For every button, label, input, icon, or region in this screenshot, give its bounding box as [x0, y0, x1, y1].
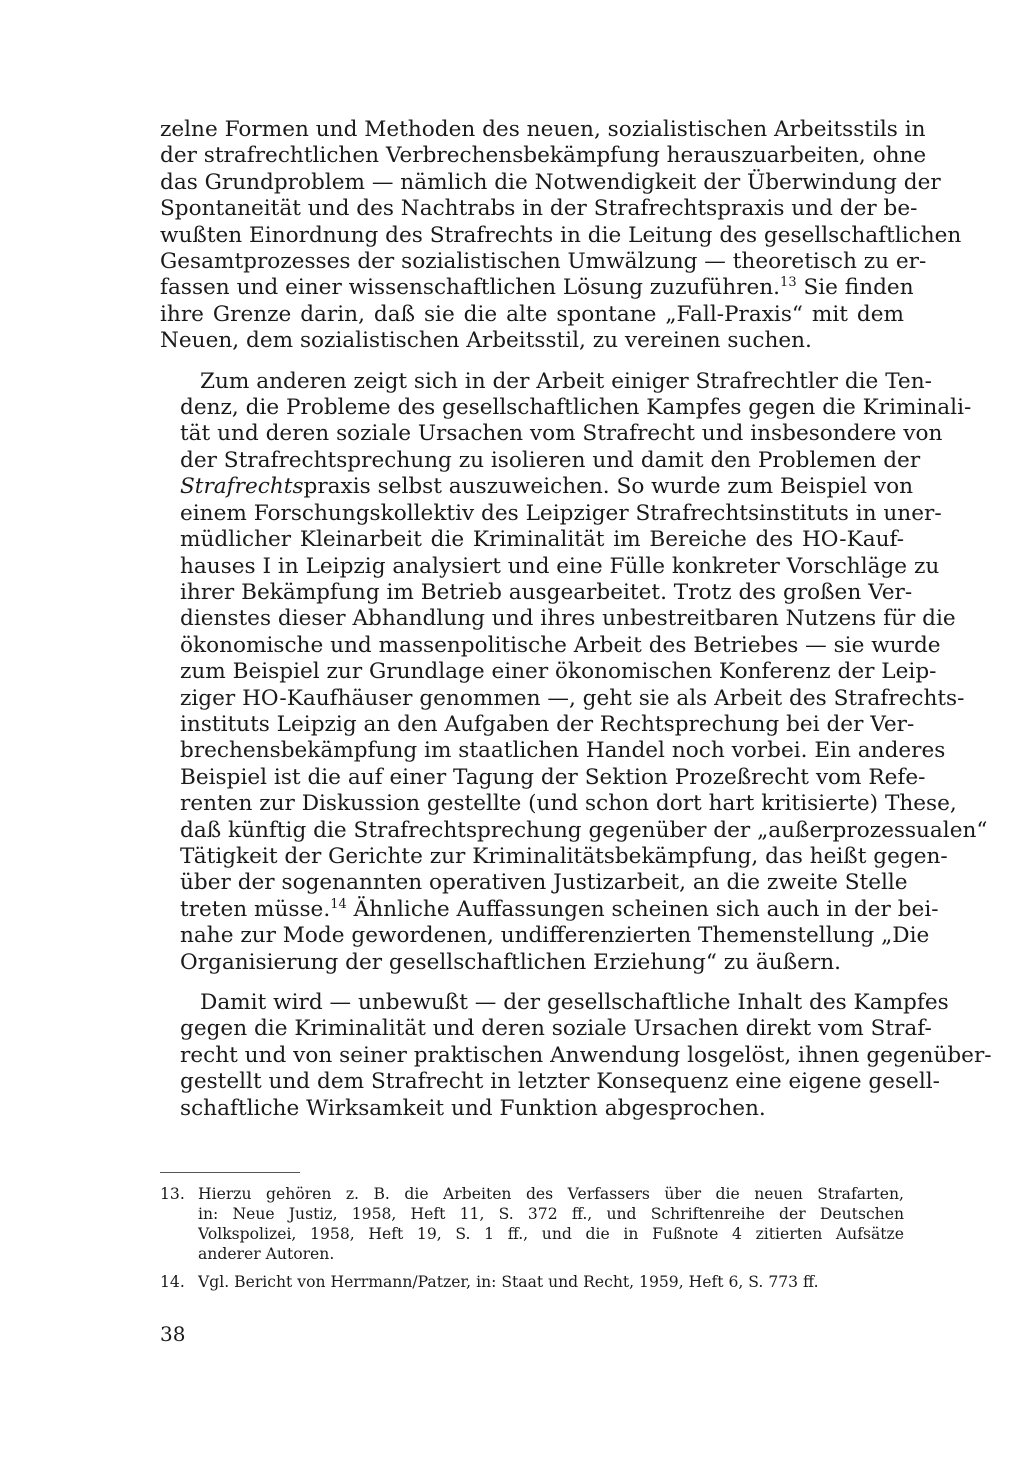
text-line: Neuen, dem sozialistischen Arbeitsstil, zu vereinen suchen.: [160, 328, 812, 354]
text-line: über der sogenannten operativen Justizarbeit, an die zweite Stelle: [180, 870, 908, 896]
footnote-ref-13[interactable]: 13: [780, 275, 797, 291]
text-segment: Sie finden: [796, 275, 914, 301]
paragraph-3: [160, 990, 992, 1122]
text-line: der strafrechtlichen Verbrechensbekämpfung herauszuarbeiten, ohne: [160, 143, 927, 169]
text-line: zum Beispiel zur Grundlage einer ökonomischen Konferenz der Leip-: [180, 659, 937, 685]
paragraph-1: [160, 117, 962, 355]
text-segment: Ähnliche Auffassungen scheinen sich auch in der bei-: [346, 896, 939, 922]
text-line: Organisierung der gesellschaftlichen Erziehung“ zu äußern.: [180, 949, 842, 975]
text-line: gestellt und dem Strafrecht in letzter Konsequenz eine eigene gesell-: [180, 1069, 940, 1095]
text-line: tät und deren soziale Ursachen vom Strafrecht und insbesondere von: [180, 421, 943, 447]
text-line: schaftliche Wirksamkeit und Funktion abgesprochen.: [180, 1095, 766, 1121]
text-line: ihrer Bekämpfung im Betrieb ausgearbeitet. Trotz des großen Ver-: [180, 579, 913, 605]
text-line: ziger HO-Kaufhäuser genommen —, geht sie als Arbeit des Strafrechts-: [180, 685, 965, 711]
text-line: müdlicher Kleinarbeit die Kriminalität im Bereiche des HO-Kauf-: [180, 527, 904, 553]
text-line: renten zur Diskussion gestellte (und schon dort hart kritisierte) These,: [180, 791, 957, 817]
text-line: Spontaneität und des Nachtrabs in der Strafrechtspraxis und der be-: [160, 196, 918, 222]
text-line: hauses I in Leipzig analysiert und eine Fülle konkreter Vorschläge zu: [180, 553, 940, 579]
text-line: denz, die Probleme des gesellschaftlichen Kampfes gegen die Kriminali-: [180, 395, 972, 421]
text-line: ökonomische und massenpolitische Arbeit des Betriebes — sie wurde: [180, 632, 941, 658]
footnote-divider: [160, 1172, 300, 1173]
body-text: [160, 117, 992, 1136]
text-line: ihre Grenze darin, daß sie die alte spontane „Fall-Praxis“ mit dem: [160, 301, 904, 327]
text-line: der Strafrechtsprechung zu isolieren und damit den Problemen der: [180, 447, 921, 473]
text-line: Gesamtprozesses der sozialistischen Umwälzung — theoretisch zu er-: [160, 249, 927, 275]
footnote-line: in: Neue Justiz, 1958, Heft 11, S. 372 ff., und Schriftenreihe der Deutschen: [198, 1205, 904, 1223]
footnotes: [160, 1184, 904, 1300]
text-line: einem Forschungskollektiv des Leipziger Strafrechtsinstituts in uner-: [180, 500, 942, 526]
text-line: dienstes dieser Abhandlung und ihres unbestreitbaren Nutzens für die: [180, 606, 956, 632]
footnote-line: Hierzu gehören z. B. die Arbeiten des Verfassers über die neuen Strafarten,: [198, 1185, 904, 1203]
italic-word: Strafrechts: [180, 474, 304, 500]
footnote-number: 13.: [160, 1185, 185, 1203]
page-number: 38: [160, 1322, 186, 1346]
footnote-line: Vgl. Bericht von Herrmann/Patzer, in: Staat und Recht, 1959, Heft 6, S. 773 ff.: [198, 1273, 819, 1291]
text-line-with-footnote: [160, 275, 914, 301]
footnote-text: [198, 1184, 904, 1264]
text-line-with-italic: [160, 474, 914, 500]
text-line: zelne Formen und Methoden des neuen, sozialistischen Arbeitsstils in: [160, 117, 926, 142]
text-line: brechensbekämpfung im staatlichen Handel noch vorbei. Ein anderes: [180, 738, 946, 764]
footnote-ref-14[interactable]: 14: [330, 896, 347, 912]
paragraph-2: [160, 368, 988, 976]
text-line: das Grundproblem — nämlich die Notwendigkeit der Überwindung der: [160, 169, 941, 195]
footnote-14: [160, 1272, 904, 1292]
footnote-line: Volkspolizei, 1958, Heft 19, S. 1 ff., und die in Fußnote 4 zitierten Aufsätze: [198, 1225, 904, 1243]
footnote-text: [198, 1272, 904, 1292]
text-line-with-footnote: [160, 896, 939, 923]
text-segment: praxis selbst auszuweichen. So wurde zum Beispiel von: [303, 474, 914, 500]
text-line: gegen die Kriminalität und deren soziale Ursachen direkt vom Straf-: [180, 1016, 932, 1042]
text-line: Damit wird — unbewußt — der gesellschaftliche Inhalt des Kampfes: [200, 990, 949, 1015]
text-line: Beispiel ist die auf einer Tagung der Sektion Prozeßrecht vom Refe-: [180, 764, 926, 790]
footnote-number: 14.: [160, 1273, 185, 1291]
text-segment: fassen und einer wissenschaftlichen Lösung zuzuführen.: [160, 275, 781, 301]
text-line: recht und von seiner praktischen Anwendung losgelöst, ihnen gegenüber-: [180, 1042, 992, 1068]
text-segment: treten müsse.: [180, 896, 331, 922]
text-line: Zum anderen zeigt sich in der Arbeit einiger Strafrechtler die Ten-: [200, 368, 932, 394]
text-line: instituts Leipzig an den Aufgaben der Rechtsprechung bei der Ver-: [180, 711, 915, 737]
footnote-line: anderer Autoren.: [198, 1245, 335, 1263]
footnote-13: [160, 1184, 904, 1264]
text-line: wußten Einordnung des Strafrechts in die Leitung des gesellschaftlichen: [160, 222, 962, 248]
text-line: Tätigkeit der Gerichte zur Kriminalitätsbekämpfung, das heißt gegen-: [180, 843, 948, 869]
text-line: daß künftig die Strafrechtsprechung gegenüber der „außerprozessualen“: [180, 817, 988, 843]
text-line: nahe zur Mode gewordenen, undifferenzierten Themenstellung „Die: [180, 923, 930, 949]
